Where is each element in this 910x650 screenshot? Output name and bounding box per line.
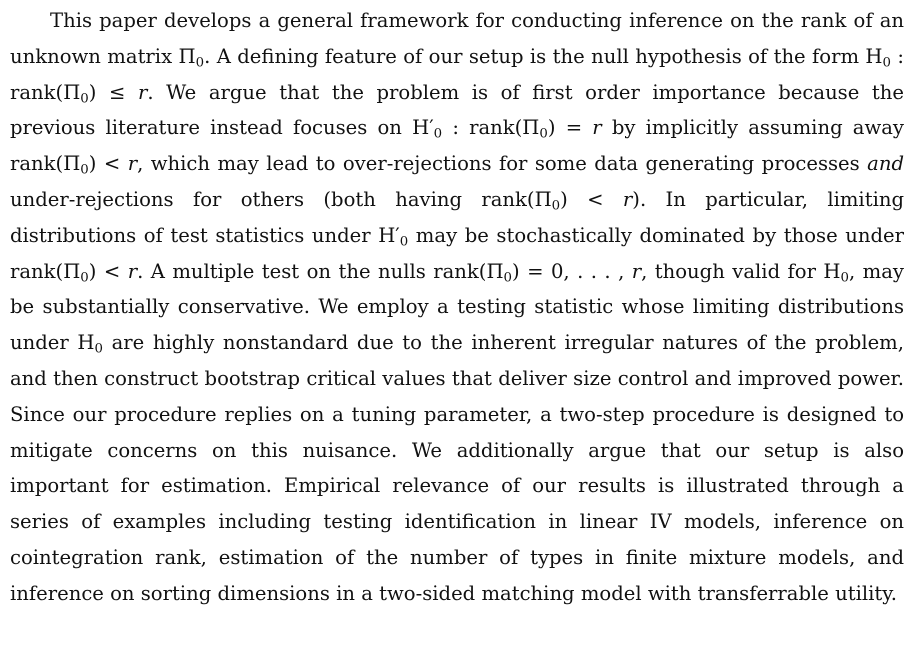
text-segment: . A defining feature of our setup is the null hypothesis of the form [204, 44, 866, 68]
math-r: r [622, 187, 633, 211]
text-segment: may be stochastically dominated by those under rank( [10, 223, 904, 283]
text-segment: under-rejections for others (both having rank( [10, 187, 535, 211]
abstract-paragraph [10, 3, 904, 612]
math-subscript: 0 [840, 269, 849, 285]
math-subscript: 0 [539, 126, 548, 142]
text-segment: . A multiple test on the nulls rank( [137, 259, 487, 283]
text-segment: ) = 0, . . . , [512, 259, 632, 283]
text-segment: : rank( [442, 116, 523, 140]
math-r: r [592, 116, 602, 140]
math-subscript: 0 [80, 162, 89, 178]
text-segment: : rank( [10, 44, 904, 104]
math-r: r [127, 259, 138, 283]
emphasis-and: and [867, 152, 904, 176]
text-segment: are highly nonstandard due to the inherent irregular natures of the problem, and then construct bootstrap critical values that deliver size control and improved power. Since our procedure replies on a tuning parameter, a two-step procedure is designed to mitigate concerns on this nuisance. We additionally argue that our setup is also important for estimation. Empirical relevance of our results is illustrated through a series of examples including testing identification in linear IV models, inference on cointegration rank, estimation of the number of types in finite mixture models, and inference on sorting dimensions in a two-sided matching model with transferrable utility. [10, 331, 904, 605]
math-pi: Π [534, 187, 552, 211]
text-segment: ) < [88, 259, 128, 283]
math-subscript: 0 [551, 198, 561, 214]
math-subscript: 0 [94, 341, 103, 357]
math-h: H [77, 331, 95, 355]
math-subscript: 0 [80, 90, 89, 106]
text-segment: ). In particular, limiting distributions of test statistics under [10, 187, 904, 247]
math-r: r [631, 259, 642, 283]
math-subscript: 0 [195, 55, 205, 71]
text-segment: by implicitly assuming away rank( [10, 116, 904, 176]
math-h: H [823, 259, 841, 283]
math-subscript: 0 [503, 269, 513, 285]
math-h-prime: H′ [412, 116, 434, 140]
text-segment: , which may lead to over-rejections for some data generating processes [137, 152, 868, 176]
math-pi: Π [63, 152, 81, 176]
math-r: r [127, 152, 138, 176]
math-subscript: 0 [433, 126, 443, 142]
math-pi: Π [63, 80, 81, 104]
math-pi: Π [522, 116, 540, 140]
text-segment: . We argue that the problem is of first order importance because the previous literature instead focuses on [10, 80, 904, 140]
math-pi: Π [63, 259, 81, 283]
math-h: H [865, 44, 883, 68]
math-subscript: 0 [80, 269, 89, 285]
math-r: r [137, 80, 148, 104]
math-pi: Π [486, 259, 504, 283]
math-subscript: 0 [399, 234, 409, 250]
text-segment: ) ≤ [88, 80, 138, 104]
math-pi: Π [178, 44, 196, 68]
text-segment: , may be substantially conservative. We employ a testing statistic whose limiting distributions under [10, 259, 904, 355]
text-segment: ) < [560, 187, 623, 211]
math-subscript: 0 [882, 55, 891, 71]
text-segment: This paper develops a general framework for conducting inference on the rank of an unknown matrix [10, 9, 904, 68]
text-segment: ) = [547, 116, 593, 140]
text-segment: , though valid for [641, 259, 824, 283]
text-segment: ) < [88, 152, 128, 176]
math-h-prime: H′ [378, 223, 400, 247]
